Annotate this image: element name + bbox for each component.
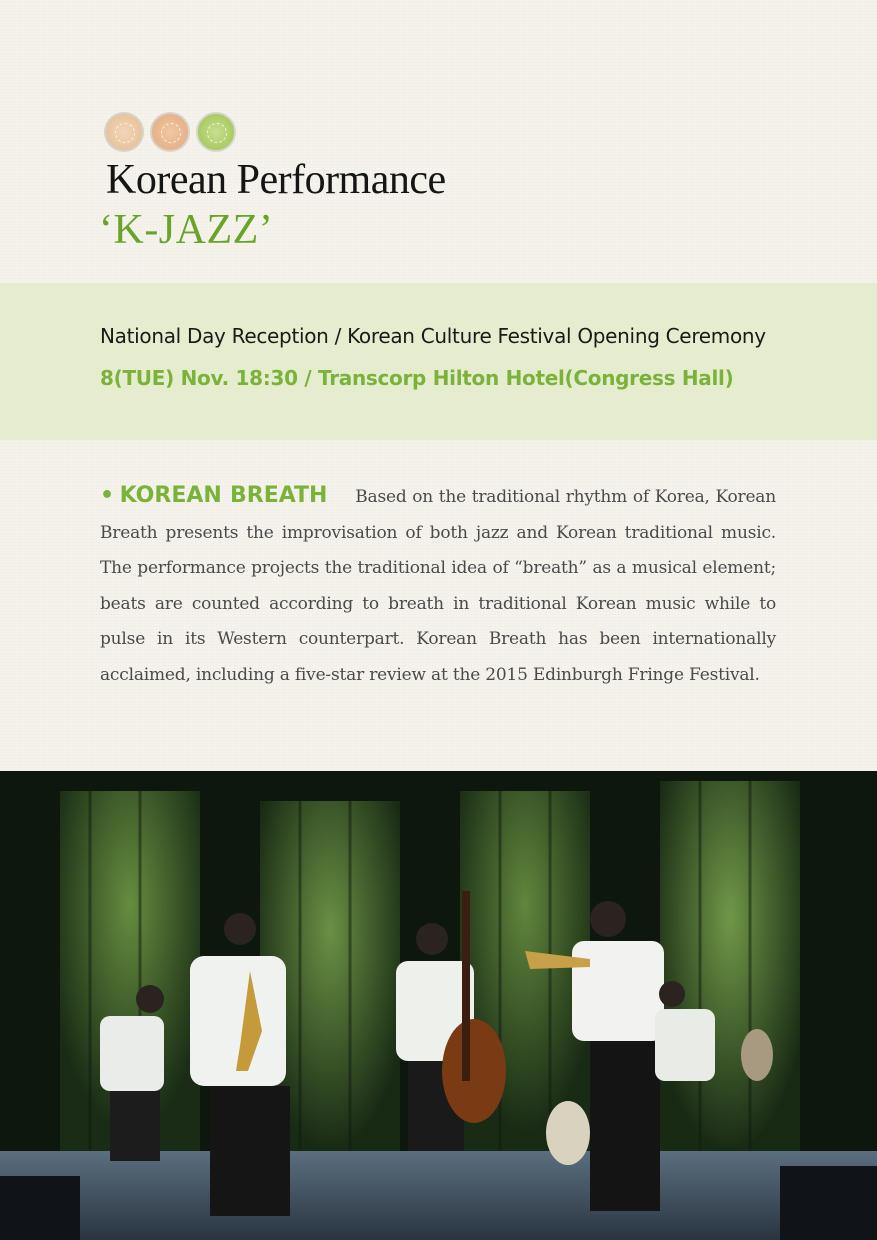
ornament-row bbox=[104, 112, 236, 152]
knot-ornament-icon bbox=[104, 112, 144, 152]
description-text: Based on the traditional rhythm of Korea, Korean Breath presents the improvisation of both jazz and Korean traditional music. The performance projects the traditional idea of “breath” as a musical element; beats are counted according to breath in traditional Korean music while to pulse in its Western counterpart. Korean Breath has been internationally acclaimed, including a five-star review at the 2015 Edinburgh Fringe Festival. bbox=[100, 487, 776, 685]
bullet-icon: • bbox=[100, 483, 114, 508]
performance-photo bbox=[0, 771, 877, 1240]
knot-ornament-icon bbox=[150, 112, 190, 152]
description-lead: KOREAN BREATH bbox=[119, 483, 328, 508]
event-datetime-venue: 8(TUE) Nov. 18:30 / Transcorp Hilton Hotel(Congress Hall) bbox=[100, 366, 734, 390]
knot-ornament-icon bbox=[196, 112, 236, 152]
description-paragraph bbox=[100, 478, 776, 693]
page-title: Korean Performance bbox=[106, 157, 446, 203]
page-subtitle: ‘K-JAZZ’ bbox=[99, 207, 274, 253]
event-occasion: National Day Reception / Korean Culture Festival Opening Ceremony bbox=[100, 324, 766, 348]
event-info-band bbox=[0, 283, 877, 440]
